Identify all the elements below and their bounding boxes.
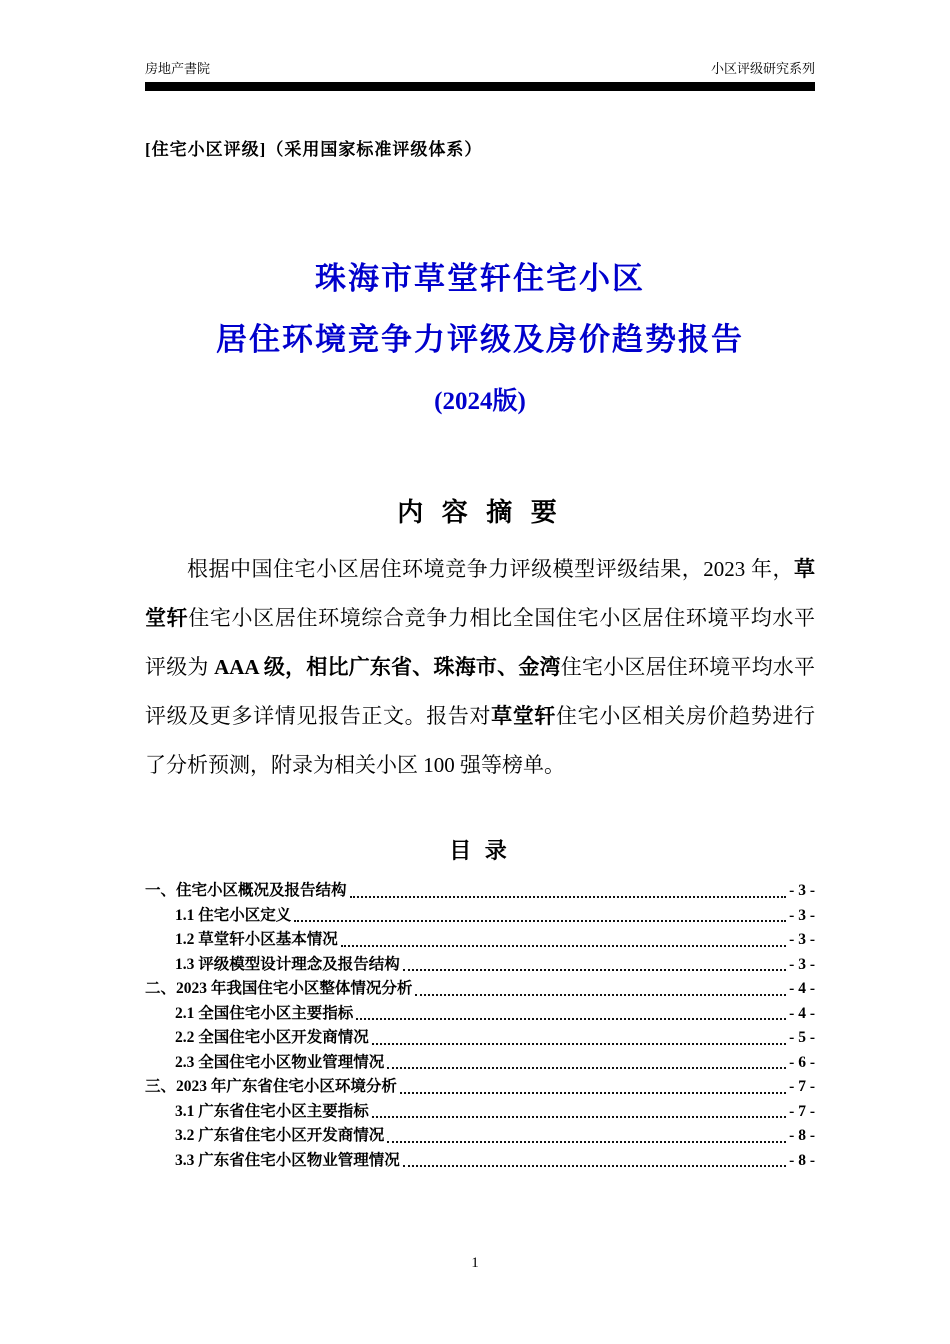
report-title-edition: (2024版) bbox=[434, 388, 526, 415]
toc-item-label: 二、2023 年我国住宅小区整体情况分析 bbox=[145, 980, 413, 997]
toc-page-number: - 5 - bbox=[789, 1029, 815, 1046]
toc-item-label: 2.1 全国住宅小区主要指标 bbox=[175, 1004, 354, 1022]
page-footer bbox=[0, 1255, 950, 1272]
summary-text-segment: AAA 级，相比广东省、珠海市、金湾 bbox=[214, 655, 561, 679]
toc-heading: 目 录 bbox=[449, 838, 511, 863]
toc-item[interactable] bbox=[145, 977, 815, 1002]
toc-item[interactable] bbox=[145, 1051, 815, 1076]
toc-leader-dots bbox=[294, 920, 786, 922]
toc-item[interactable] bbox=[145, 1100, 815, 1125]
toc-page-number: - 4 - bbox=[789, 1004, 815, 1022]
toc-leader-dots bbox=[387, 1067, 786, 1069]
toc-item[interactable] bbox=[145, 1002, 815, 1027]
header-rule bbox=[145, 82, 815, 91]
toc-item[interactable] bbox=[145, 879, 815, 904]
toc-page-number: - 8 - bbox=[789, 1151, 815, 1169]
toc-leader-dots bbox=[400, 1092, 786, 1094]
toc-leader-dots bbox=[372, 1043, 786, 1045]
rating-tag: [住宅小区评级]（采用国家标准评级体系） bbox=[145, 140, 483, 159]
toc-page-number: - 3 - bbox=[789, 906, 815, 924]
toc-page-number: - 8 - bbox=[789, 1127, 815, 1144]
toc-page-number: - 3 - bbox=[789, 955, 815, 973]
toc-item[interactable] bbox=[145, 904, 815, 929]
toc-leader-dots bbox=[415, 994, 786, 996]
page-header bbox=[145, 58, 815, 82]
toc-leader-dots bbox=[403, 1165, 786, 1167]
report-title-line1: 珠海市草堂轩住宅小区 bbox=[315, 261, 645, 296]
toc-page-number: - 6 - bbox=[789, 1053, 815, 1071]
summary-text-segment: 住宅小区相关房价趋势进行了分析预测，附录为相关小区 100 强等榜单。 bbox=[145, 704, 816, 777]
toc-page-number: - 3 - bbox=[789, 931, 815, 948]
toc-leader-dots bbox=[403, 969, 786, 971]
summary-text-segment: 草堂轩 bbox=[145, 557, 815, 630]
header-left-text: 房地产書院 bbox=[145, 61, 211, 76]
summary-text-segment: 根据中国住宅小区居住环境竞争力评级模型评级结果，2023 年， bbox=[187, 557, 794, 581]
toc-page-number: - 7 - bbox=[789, 1078, 815, 1095]
toc-page-number: - 4 - bbox=[789, 980, 815, 997]
toc-leader-dots bbox=[341, 945, 786, 947]
header-right-text: 小区评级研究系列 bbox=[710, 61, 815, 76]
toc-item-label: 1.1 住宅小区定义 bbox=[175, 906, 292, 924]
toc-list bbox=[145, 879, 815, 1173]
summary-paragraph bbox=[145, 545, 815, 790]
title-block bbox=[145, 248, 815, 422]
toc-item-label: 1.2 草堂轩小区基本情况 bbox=[175, 931, 338, 948]
toc-leader-dots bbox=[350, 896, 787, 898]
summary-heading: 内 容 摘 要 bbox=[397, 498, 563, 527]
summary-text-segment: 住宅小区居住环境综合竞争力相比全国住宅小区居住环境平均水平评级为 bbox=[145, 606, 816, 679]
summary-text-segment: 草堂轩 bbox=[491, 704, 557, 728]
toc-item-label: 2.3 全国住宅小区物业管理情况 bbox=[175, 1053, 385, 1071]
toc-item[interactable] bbox=[145, 953, 815, 978]
toc-item-label: 一、住宅小区概况及报告结构 bbox=[145, 882, 347, 899]
toc-item-label: 三、2023 年广东省住宅小区环境分析 bbox=[145, 1078, 397, 1095]
toc-leader-dots bbox=[387, 1141, 786, 1143]
toc-item[interactable] bbox=[145, 928, 815, 953]
toc-page-number: - 3 - bbox=[789, 882, 815, 899]
toc-leader-dots bbox=[356, 1018, 786, 1020]
toc-leader-dots bbox=[372, 1116, 786, 1118]
toc-item-label: 2.2 全国住宅小区开发商情况 bbox=[175, 1029, 369, 1046]
toc-item-label: 3.1 广东省住宅小区主要指标 bbox=[175, 1102, 369, 1120]
toc-item-label: 1.3 评级模型设计理念及报告结构 bbox=[175, 955, 400, 973]
toc-item[interactable] bbox=[145, 1124, 815, 1149]
toc-item[interactable] bbox=[145, 1026, 815, 1051]
toc-item[interactable] bbox=[145, 1075, 815, 1100]
report-title-line2: 居住环境竞争力评级及房价趋势报告 bbox=[216, 322, 744, 357]
toc-item-label: 3.3 广东省住宅小区物业管理情况 bbox=[175, 1151, 400, 1169]
summary-text-segment: 住宅小区居住环境平均水平评级及更多详情见报告正文。报告对 bbox=[145, 655, 816, 728]
toc-item[interactable] bbox=[145, 1149, 815, 1174]
page-number: 1 bbox=[471, 1255, 479, 1271]
toc-item-label: 3.2 广东省住宅小区开发商情况 bbox=[175, 1127, 385, 1144]
toc-page-number: - 7 - bbox=[789, 1102, 815, 1120]
